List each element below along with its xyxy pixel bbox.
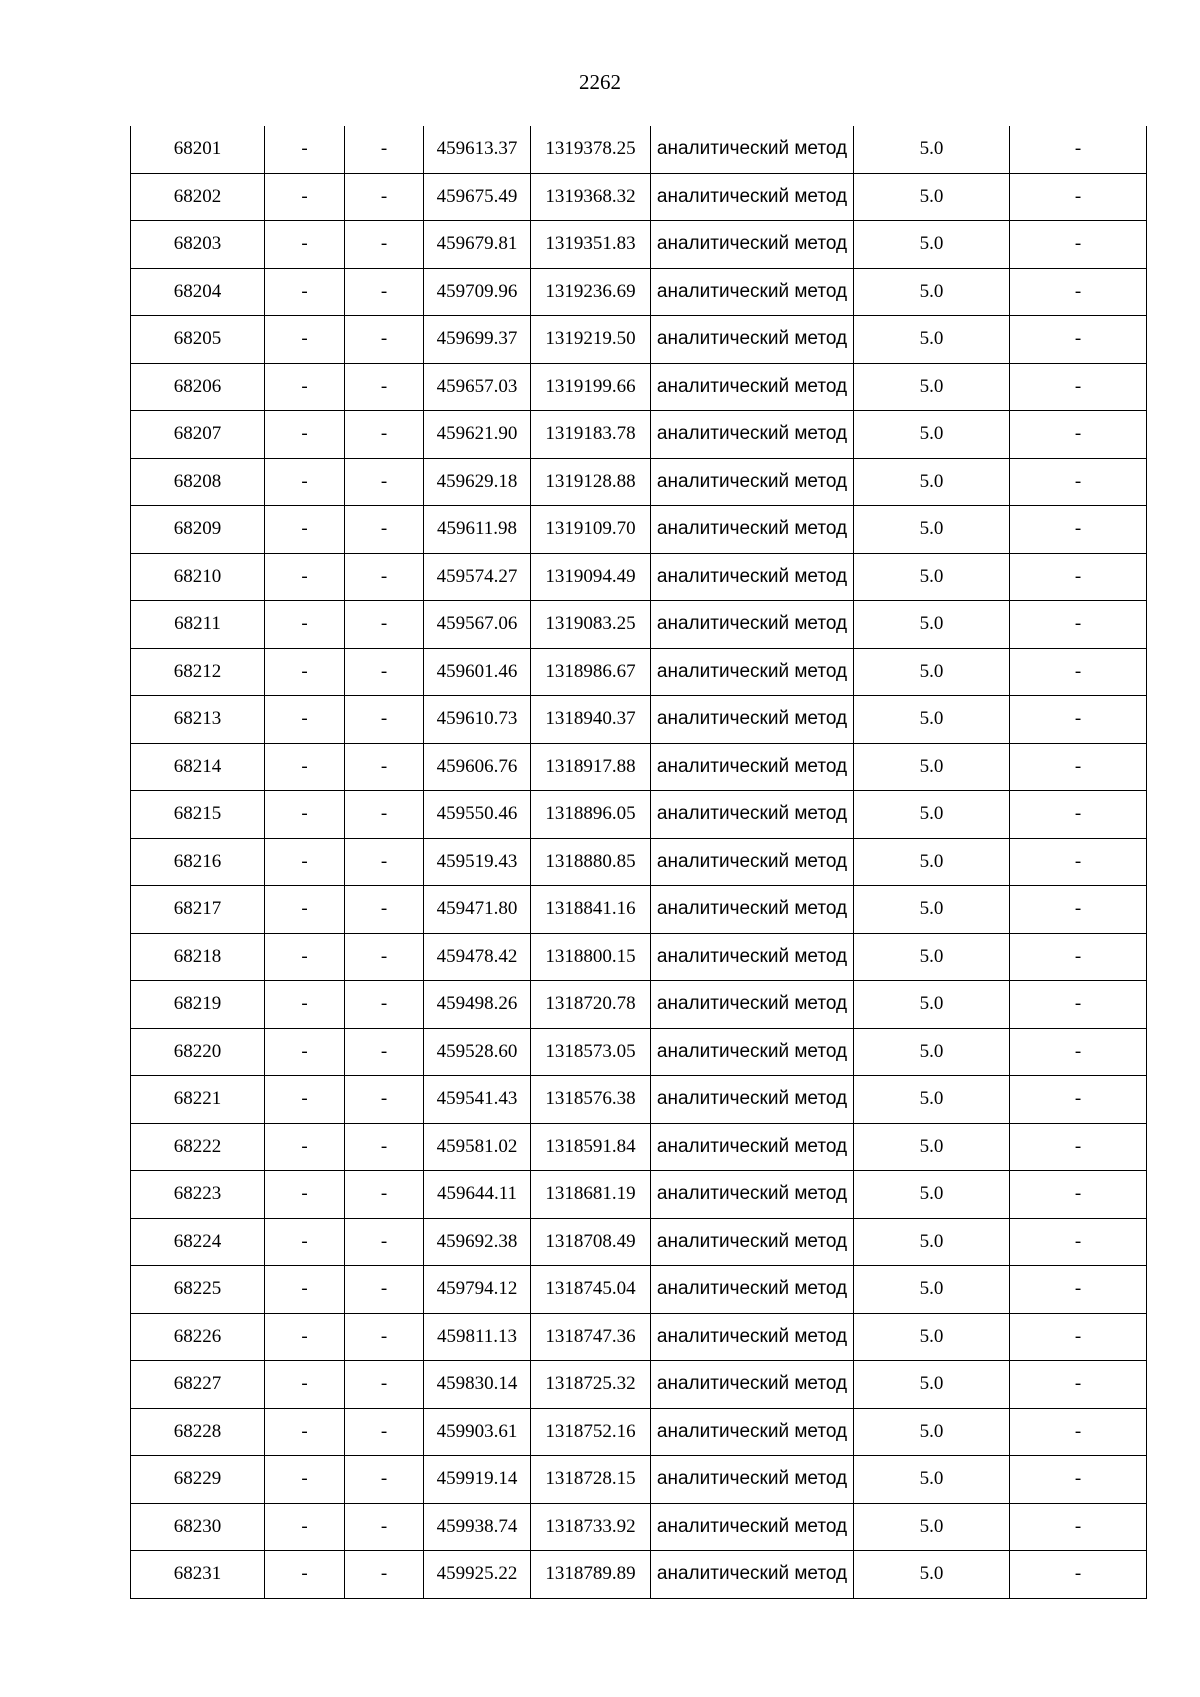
x-coordinate-cell: 459519.43 [424,838,531,886]
x-coordinate-cell: 459903.61 [424,1408,531,1456]
accuracy-cell: 5.0 [854,743,1010,791]
empty-value-cell: - [265,1123,345,1171]
empty-value-cell: - [345,173,424,221]
y-coordinate-cell: 1318745.04 [531,1266,651,1314]
empty-value-cell: - [345,458,424,506]
method-cell: аналитический метод [651,268,854,316]
empty-value-cell: - [345,648,424,696]
note-cell: - [1010,601,1147,649]
point-number-cell: 68216 [131,838,265,886]
method-cell: аналитический метод [651,1266,854,1314]
y-coordinate-cell: 1319094.49 [531,553,651,601]
empty-value-cell: - [345,363,424,411]
x-coordinate-cell: 459709.96 [424,268,531,316]
accuracy-cell: 5.0 [854,553,1010,601]
method-cell: аналитический метод [651,1361,854,1409]
x-coordinate-cell: 459471.80 [424,886,531,934]
x-coordinate-cell: 459613.37 [424,126,531,173]
method-cell: аналитический метод [651,1218,854,1266]
table-row [131,268,1147,316]
accuracy-cell: 5.0 [854,1313,1010,1361]
empty-value-cell: - [265,1076,345,1124]
y-coordinate-cell: 1318681.19 [531,1171,651,1219]
x-coordinate-cell: 459541.43 [424,1076,531,1124]
accuracy-cell: 5.0 [854,316,1010,364]
empty-value-cell: - [345,743,424,791]
empty-value-cell: - [265,1266,345,1314]
note-cell: - [1010,1313,1147,1361]
empty-value-cell: - [265,981,345,1029]
accuracy-cell: 5.0 [854,648,1010,696]
note-cell: - [1010,886,1147,934]
table-row [131,173,1147,221]
accuracy-cell: 5.0 [854,268,1010,316]
x-coordinate-cell: 459938.74 [424,1503,531,1551]
method-cell: аналитический метод [651,791,854,839]
accuracy-cell: 5.0 [854,363,1010,411]
note-cell: - [1010,838,1147,886]
method-cell: аналитический метод [651,126,854,173]
table-row [131,1313,1147,1361]
y-coordinate-cell: 1318733.92 [531,1503,651,1551]
note-cell: - [1010,1218,1147,1266]
note-cell: - [1010,648,1147,696]
empty-value-cell: - [265,1028,345,1076]
empty-value-cell: - [345,221,424,269]
empty-value-cell: - [265,601,345,649]
method-cell: аналитический метод [651,933,854,981]
table-row [131,553,1147,601]
point-number-cell: 68206 [131,363,265,411]
empty-value-cell: - [265,411,345,459]
accuracy-cell: 5.0 [854,1123,1010,1171]
accuracy-cell: 5.0 [854,791,1010,839]
accuracy-cell: 5.0 [854,1218,1010,1266]
x-coordinate-cell: 459679.81 [424,221,531,269]
point-number-cell: 68228 [131,1408,265,1456]
method-cell: аналитический метод [651,1028,854,1076]
note-cell: - [1010,1551,1147,1599]
table-row [131,1123,1147,1171]
method-cell: аналитический метод [651,1076,854,1124]
note-cell: - [1010,791,1147,839]
table-row [131,221,1147,269]
method-cell: аналитический метод [651,173,854,221]
method-cell: аналитический метод [651,601,854,649]
table-row [131,601,1147,649]
note-cell: - [1010,173,1147,221]
method-cell: аналитический метод [651,411,854,459]
accuracy-cell: 5.0 [854,1503,1010,1551]
point-number-cell: 68205 [131,316,265,364]
table-row [131,506,1147,554]
point-number-cell: 68229 [131,1456,265,1504]
method-cell: аналитический метод [651,1551,854,1599]
empty-value-cell: - [345,1218,424,1266]
note-cell: - [1010,553,1147,601]
method-cell: аналитический метод [651,981,854,1029]
point-number-cell: 68219 [131,981,265,1029]
point-number-cell: 68227 [131,1361,265,1409]
point-number-cell: 68231 [131,1551,265,1599]
x-coordinate-cell: 459919.14 [424,1456,531,1504]
accuracy-cell: 5.0 [854,221,1010,269]
table-body [131,126,1147,1598]
point-number-cell: 68208 [131,458,265,506]
accuracy-cell: 5.0 [854,411,1010,459]
empty-value-cell: - [265,933,345,981]
note-cell: - [1010,316,1147,364]
empty-value-cell: - [265,1408,345,1456]
empty-value-cell: - [345,316,424,364]
y-coordinate-cell: 1319128.88 [531,458,651,506]
method-cell: аналитический метод [651,886,854,934]
table-row [131,838,1147,886]
point-number-cell: 68226 [131,1313,265,1361]
table-row [131,316,1147,364]
y-coordinate-cell: 1318880.85 [531,838,651,886]
point-number-cell: 68204 [131,268,265,316]
note-cell: - [1010,1503,1147,1551]
empty-value-cell: - [265,1361,345,1409]
table-row [131,1503,1147,1551]
point-number-cell: 68218 [131,933,265,981]
point-number-cell: 68210 [131,553,265,601]
y-coordinate-cell: 1319219.50 [531,316,651,364]
accuracy-cell: 5.0 [854,506,1010,554]
note-cell: - [1010,126,1147,173]
method-cell: аналитический метод [651,363,854,411]
table-row [131,1456,1147,1504]
empty-value-cell: - [345,126,424,173]
empty-value-cell: - [345,791,424,839]
x-coordinate-cell: 459478.42 [424,933,531,981]
y-coordinate-cell: 1318720.78 [531,981,651,1029]
note-cell: - [1010,221,1147,269]
method-cell: аналитический метод [651,221,854,269]
empty-value-cell: - [345,1123,424,1171]
note-cell: - [1010,1266,1147,1314]
point-number-cell: 68201 [131,126,265,173]
table-row [131,411,1147,459]
table-row [131,981,1147,1029]
accuracy-cell: 5.0 [854,601,1010,649]
x-coordinate-cell: 459567.06 [424,601,531,649]
x-coordinate-cell: 459498.26 [424,981,531,1029]
y-coordinate-cell: 1319378.25 [531,126,651,173]
y-coordinate-cell: 1318728.15 [531,1456,651,1504]
x-coordinate-cell: 459581.02 [424,1123,531,1171]
x-coordinate-cell: 459606.76 [424,743,531,791]
method-cell: аналитический метод [651,648,854,696]
empty-value-cell: - [345,1076,424,1124]
empty-value-cell: - [345,506,424,554]
accuracy-cell: 5.0 [854,838,1010,886]
accuracy-cell: 5.0 [854,1551,1010,1599]
point-number-cell: 68220 [131,1028,265,1076]
point-number-cell: 68223 [131,1171,265,1219]
point-number-cell: 68211 [131,601,265,649]
table-row [131,791,1147,839]
note-cell: - [1010,1361,1147,1409]
point-number-cell: 68221 [131,1076,265,1124]
empty-value-cell: - [265,743,345,791]
x-coordinate-cell: 459611.98 [424,506,531,554]
method-cell: аналитический метод [651,553,854,601]
y-coordinate-cell: 1318940.37 [531,696,651,744]
table-row [131,1171,1147,1219]
empty-value-cell: - [345,886,424,934]
y-coordinate-cell: 1319083.25 [531,601,651,649]
method-cell: аналитический метод [651,696,854,744]
method-cell: аналитический метод [651,458,854,506]
note-cell: - [1010,696,1147,744]
x-coordinate-cell: 459610.73 [424,696,531,744]
y-coordinate-cell: 1319183.78 [531,411,651,459]
point-number-cell: 68202 [131,173,265,221]
point-number-cell: 68230 [131,1503,265,1551]
table-row [131,648,1147,696]
x-coordinate-cell: 459621.90 [424,411,531,459]
y-coordinate-cell: 1318752.16 [531,1408,651,1456]
empty-value-cell: - [345,1456,424,1504]
y-coordinate-cell: 1318800.15 [531,933,651,981]
note-cell: - [1010,981,1147,1029]
note-cell: - [1010,743,1147,791]
table-row [131,1218,1147,1266]
empty-value-cell: - [265,648,345,696]
y-coordinate-cell: 1319368.32 [531,173,651,221]
empty-value-cell: - [265,553,345,601]
point-number-cell: 68209 [131,506,265,554]
y-coordinate-cell: 1318789.89 [531,1551,651,1599]
y-coordinate-cell: 1318896.05 [531,791,651,839]
note-cell: - [1010,506,1147,554]
y-coordinate-cell: 1319236.69 [531,268,651,316]
empty-value-cell: - [345,411,424,459]
x-coordinate-cell: 459657.03 [424,363,531,411]
point-number-cell: 68214 [131,743,265,791]
method-cell: аналитический метод [651,838,854,886]
accuracy-cell: 5.0 [854,886,1010,934]
accuracy-cell: 5.0 [854,1408,1010,1456]
method-cell: аналитический метод [651,1408,854,1456]
table-row [131,363,1147,411]
table-row [131,1266,1147,1314]
empty-value-cell: - [265,316,345,364]
table-row [131,886,1147,934]
empty-value-cell: - [345,933,424,981]
y-coordinate-cell: 1319351.83 [531,221,651,269]
y-coordinate-cell: 1318591.84 [531,1123,651,1171]
table-row [131,1408,1147,1456]
table-row [131,743,1147,791]
coordinates-table [130,126,1147,1599]
note-cell: - [1010,1076,1147,1124]
x-coordinate-cell: 459811.13 [424,1313,531,1361]
empty-value-cell: - [345,1313,424,1361]
note-cell: - [1010,1408,1147,1456]
empty-value-cell: - [265,1313,345,1361]
method-cell: аналитический метод [651,316,854,364]
accuracy-cell: 5.0 [854,1076,1010,1124]
accuracy-cell: 5.0 [854,981,1010,1029]
method-cell: аналитический метод [651,1171,854,1219]
x-coordinate-cell: 459692.38 [424,1218,531,1266]
y-coordinate-cell: 1319109.70 [531,506,651,554]
x-coordinate-cell: 459830.14 [424,1361,531,1409]
x-coordinate-cell: 459675.49 [424,173,531,221]
accuracy-cell: 5.0 [854,1456,1010,1504]
accuracy-cell: 5.0 [854,173,1010,221]
table-row [131,1551,1147,1599]
empty-value-cell: - [345,1171,424,1219]
y-coordinate-cell: 1318708.49 [531,1218,651,1266]
empty-value-cell: - [265,791,345,839]
table-row [131,458,1147,506]
empty-value-cell: - [345,1408,424,1456]
accuracy-cell: 5.0 [854,1361,1010,1409]
empty-value-cell: - [265,506,345,554]
empty-value-cell: - [265,696,345,744]
point-number-cell: 68225 [131,1266,265,1314]
empty-value-cell: - [265,173,345,221]
empty-value-cell: - [265,1503,345,1551]
y-coordinate-cell: 1318576.38 [531,1076,651,1124]
note-cell: - [1010,1123,1147,1171]
empty-value-cell: - [345,696,424,744]
accuracy-cell: 5.0 [854,1028,1010,1076]
y-coordinate-cell: 1318573.05 [531,1028,651,1076]
point-number-cell: 68224 [131,1218,265,1266]
empty-value-cell: - [345,553,424,601]
x-coordinate-cell: 459528.60 [424,1028,531,1076]
x-coordinate-cell: 459925.22 [424,1551,531,1599]
note-cell: - [1010,1456,1147,1504]
y-coordinate-cell: 1318917.88 [531,743,651,791]
accuracy-cell: 5.0 [854,126,1010,173]
point-number-cell: 68222 [131,1123,265,1171]
y-coordinate-cell: 1318841.16 [531,886,651,934]
note-cell: - [1010,411,1147,459]
accuracy-cell: 5.0 [854,696,1010,744]
accuracy-cell: 5.0 [854,458,1010,506]
note-cell: - [1010,1028,1147,1076]
x-coordinate-cell: 459550.46 [424,791,531,839]
method-cell: аналитический метод [651,1313,854,1361]
empty-value-cell: - [345,268,424,316]
empty-value-cell: - [265,1218,345,1266]
note-cell: - [1010,458,1147,506]
method-cell: аналитический метод [651,1503,854,1551]
point-number-cell: 68212 [131,648,265,696]
page-number: 2262 [579,70,621,94]
point-number-cell: 68215 [131,791,265,839]
table-row [131,126,1147,173]
empty-value-cell: - [265,1456,345,1504]
empty-value-cell: - [265,1551,345,1599]
empty-value-cell: - [345,1028,424,1076]
y-coordinate-cell: 1319199.66 [531,363,651,411]
note-cell: - [1010,1171,1147,1219]
accuracy-cell: 5.0 [854,1266,1010,1314]
x-coordinate-cell: 459574.27 [424,553,531,601]
x-coordinate-cell: 459629.18 [424,458,531,506]
empty-value-cell: - [345,1361,424,1409]
note-cell: - [1010,363,1147,411]
x-coordinate-cell: 459794.12 [424,1266,531,1314]
empty-value-cell: - [265,221,345,269]
point-number-cell: 68207 [131,411,265,459]
note-cell: - [1010,933,1147,981]
accuracy-cell: 5.0 [854,1171,1010,1219]
table-row [131,933,1147,981]
method-cell: аналитический метод [651,1456,854,1504]
table-row [131,1076,1147,1124]
method-cell: аналитический метод [651,506,854,554]
empty-value-cell: - [345,838,424,886]
accuracy-cell: 5.0 [854,933,1010,981]
point-number-cell: 68213 [131,696,265,744]
empty-value-cell: - [265,126,345,173]
empty-value-cell: - [265,458,345,506]
point-number-cell: 68217 [131,886,265,934]
table-row [131,696,1147,744]
x-coordinate-cell: 459601.46 [424,648,531,696]
empty-value-cell: - [265,838,345,886]
y-coordinate-cell: 1318986.67 [531,648,651,696]
method-cell: аналитический метод [651,743,854,791]
table-row [131,1028,1147,1076]
empty-value-cell: - [345,1551,424,1599]
empty-value-cell: - [345,601,424,649]
empty-value-cell: - [265,1171,345,1219]
empty-value-cell: - [265,268,345,316]
y-coordinate-cell: 1318725.32 [531,1361,651,1409]
x-coordinate-cell: 459699.37 [424,316,531,364]
note-cell: - [1010,268,1147,316]
empty-value-cell: - [345,1266,424,1314]
table-row [131,1361,1147,1409]
empty-value-cell: - [345,981,424,1029]
point-number-cell: 68203 [131,221,265,269]
empty-value-cell: - [265,363,345,411]
method-cell: аналитический метод [651,1123,854,1171]
empty-value-cell: - [265,886,345,934]
x-coordinate-cell: 459644.11 [424,1171,531,1219]
empty-value-cell: - [345,1503,424,1551]
y-coordinate-cell: 1318747.36 [531,1313,651,1361]
